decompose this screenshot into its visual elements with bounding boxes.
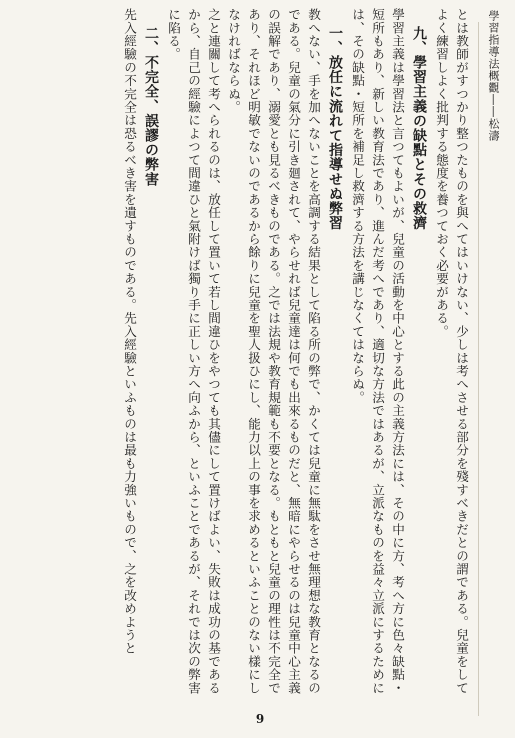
paragraph-1b: 之と連關して考へられるのは、放任して置いて若し間違ひをやつても其儘にして置けばよい、失敗は成功の基であるから、自己の經驗によつて間違ひと氣附けば獨り手に正しい方へ向ふから、といふことであるが、それでは次の弊害に陷る。 [166, 8, 221, 695]
paragraph-1a: 教へない、手を加へないことを高調する結果として陷る所の弊で、かくては兒童に無駄をさせ無理想な教育となるのである。兒童の氣分に引き廻されて、やらせれば兒童達は何でも出來るものだと、無暗にやらせるのは兒童中心主義の誤解であり、溺愛とも見るべきものである。之では法規や教育規範も不要となる。もともと兒童の理性は不完全であり、それほど明敏でないのであるから餘りに兒童を聖人扱ひにし、能力以上の事を求めるといふことのない樣にしなければならぬ。 [226, 8, 321, 695]
section-heading-9: 九、學習主義の缺點とその救濟 [411, 26, 427, 231]
page-body [31, 8, 471, 703]
paragraph-2a: 先入經驗の不完全は恐るべき害を遺すものである。先入經驗といふものは最も力強いもので、之を改めようと [122, 8, 137, 655]
paragraph-continuation: とは教師がすつかり整つたものを與へてはいけない、少しは考へさせる部分を殘すべきだとの謂である。兒童をしてよく練習しよく批判する態度を養つておく必要がある。 [434, 8, 469, 695]
header-divider [478, 22, 479, 716]
subheading-2: 二、不完全、誤謬の弊害 [143, 26, 159, 187]
subheading-1: 一、放任に流れて指導せぬ弊習 [327, 26, 343, 231]
page-number: 9 [255, 712, 265, 726]
running-header: 學習指導法概觀――松濤 [487, 10, 500, 142]
paragraph-intro: 學習主義は學習法と言つてもよいが、兒童の活動を中心とする此の主義方法には、その中に方、考へ方に色々缺點・短所もあり、新しい教育法であり、進んだ考へであり、適切な方法ではあるが、立派なものを益々立派にするためには、その缺點・短所を補足し救濟する方法を講じなくてはならぬ。 [350, 8, 405, 695]
